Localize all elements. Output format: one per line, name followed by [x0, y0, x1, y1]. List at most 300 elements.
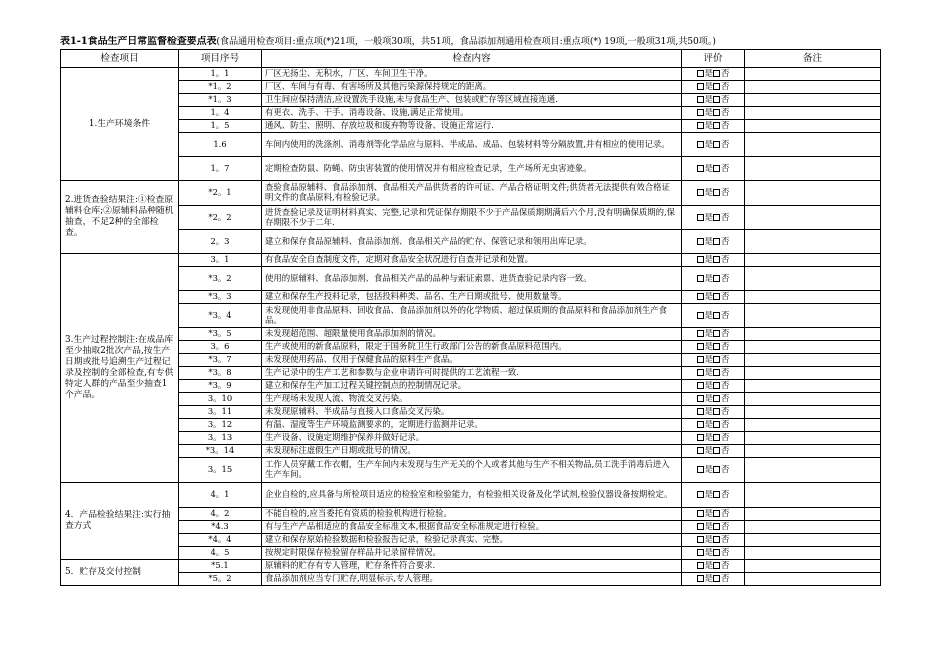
- table-row: [61, 432, 881, 445]
- eval-cell: [682, 547, 745, 560]
- table-row: [61, 328, 881, 341]
- no-checkbox[interactable]: [713, 491, 720, 498]
- content-cell: 生产设备、设施定期维护保养并做好记录。: [262, 432, 682, 445]
- yes-label: 是: [704, 235, 713, 246]
- remark-cell[interactable]: [745, 304, 881, 328]
- header-category: 检查项目: [61, 50, 179, 68]
- no-label: 否: [721, 406, 730, 417]
- no-label: 否: [721, 573, 730, 584]
- no-label: 否: [721, 211, 730, 222]
- remark-cell[interactable]: [745, 341, 881, 354]
- remark-cell[interactable]: [745, 157, 881, 181]
- no-checkbox[interactable]: [713, 343, 720, 350]
- no-label: 否: [721, 162, 730, 173]
- no-checkbox[interactable]: [713, 382, 720, 389]
- yes-checkbox[interactable]: [697, 369, 704, 376]
- category-cell: 4．产品检验结果注:实行抽查方式: [61, 483, 179, 560]
- table-title: [60, 36, 880, 49]
- no-label: 否: [721, 341, 730, 352]
- seq-cell: 2。3: [179, 230, 262, 254]
- yes-label: 是: [704, 341, 713, 352]
- table-row: [61, 354, 881, 367]
- table-row: [61, 230, 881, 254]
- table-row: [61, 68, 881, 81]
- remark-cell[interactable]: [745, 406, 881, 419]
- header-seq: 项目序号: [179, 50, 262, 68]
- table-row: [61, 419, 881, 432]
- content-cell: 建立和保存原始检验数据和检验报告记录，检验记录真实、完整。: [262, 534, 682, 547]
- remark-cell[interactable]: [745, 521, 881, 534]
- seq-cell: 3。15: [179, 458, 262, 483]
- content-cell: 未发现原辅料、半成品与直接入口食品交叉污染。: [262, 406, 682, 419]
- remark-cell[interactable]: [745, 291, 881, 304]
- content-cell: 生产现场未发现人流、物流交叉污染。: [262, 393, 682, 406]
- table-row: [61, 120, 881, 133]
- table-row: [61, 107, 881, 120]
- yes-checkbox[interactable]: [697, 293, 704, 300]
- header-eval: 评价: [682, 50, 745, 68]
- remark-cell[interactable]: [745, 560, 881, 573]
- no-label: 否: [721, 508, 730, 519]
- yes-checkbox[interactable]: [697, 562, 704, 569]
- table-row: [61, 560, 881, 573]
- yes-checkbox[interactable]: [697, 256, 704, 263]
- seq-cell: 3。1: [179, 254, 262, 267]
- no-checkbox[interactable]: [713, 523, 720, 530]
- yes-checkbox[interactable]: [697, 491, 704, 498]
- table-row: [61, 94, 881, 107]
- yes-checkbox[interactable]: [697, 343, 704, 350]
- eval-cell: [682, 181, 745, 206]
- content-cell: 建立和保存生产投料记录，包括投料种类、品名、生产日期或批号、使用数量等。: [262, 291, 682, 304]
- seq-cell: 3。12: [179, 419, 262, 432]
- table-row: [61, 547, 881, 560]
- content-cell: 按规定时限保存检验留存样品并记录留样情况。: [262, 547, 682, 560]
- no-checkbox[interactable]: [713, 369, 720, 376]
- eval-cell: [682, 304, 745, 328]
- no-label: 否: [721, 138, 730, 149]
- remark-cell[interactable]: [745, 380, 881, 393]
- seq-cell: 1。4: [179, 107, 262, 120]
- yes-label: 是: [704, 560, 713, 571]
- table-row: [61, 521, 881, 534]
- eval-cell: [682, 107, 745, 120]
- yes-checkbox[interactable]: [697, 356, 704, 363]
- content-cell: 食品添加剂应当专门贮存,明显标示,专人管理。: [262, 573, 682, 586]
- yes-checkbox[interactable]: [697, 275, 704, 282]
- yes-label: 是: [704, 521, 713, 532]
- no-label: 否: [721, 393, 730, 404]
- seq-cell: 1.6: [179, 133, 262, 157]
- yes-label: 是: [704, 309, 713, 320]
- no-checkbox[interactable]: [713, 434, 720, 441]
- seq-cell: 1。7: [179, 157, 262, 181]
- content-cell: 有更衣、洗手、干手、消毒设备、设施,满足正常使用。: [262, 107, 682, 120]
- no-label: 否: [721, 272, 730, 283]
- remark-cell[interactable]: [745, 432, 881, 445]
- content-cell: 企业自检的,应具备与所检项目适应的检验室和检验能力，有检验相关设备及化学试剂,检验仪器设备按期检定。: [262, 483, 682, 508]
- eval-cell: [682, 445, 745, 458]
- no-checkbox[interactable]: [713, 83, 720, 90]
- seq-cell: *1。2: [179, 81, 262, 94]
- eval-cell: [682, 328, 745, 341]
- table-row: [61, 508, 881, 521]
- remark-cell[interactable]: [745, 354, 881, 367]
- yes-checkbox[interactable]: [697, 109, 704, 116]
- yes-label: 是: [704, 211, 713, 222]
- yes-label: 是: [704, 354, 713, 365]
- seq-cell: 1。5: [179, 120, 262, 133]
- no-checkbox[interactable]: [713, 122, 720, 129]
- no-checkbox[interactable]: [713, 330, 720, 337]
- content-cell: 不能自检的,应当委托有资质的检验机构进行检验。: [262, 508, 682, 521]
- seq-cell: 3。6: [179, 341, 262, 354]
- seq-cell: *3。4: [179, 304, 262, 328]
- eval-cell: [682, 291, 745, 304]
- eval-cell: [682, 94, 745, 107]
- table-row: [61, 341, 881, 354]
- yes-checkbox[interactable]: [697, 382, 704, 389]
- yes-label: 是: [704, 254, 713, 265]
- no-label: 否: [721, 235, 730, 246]
- no-checkbox[interactable]: [713, 70, 720, 77]
- seq-cell: *2。1: [179, 181, 262, 206]
- seq-cell: *3。7: [179, 354, 262, 367]
- table-row: [61, 483, 881, 508]
- table-row: [61, 81, 881, 94]
- eval-cell: [682, 419, 745, 432]
- seq-cell: 4。2: [179, 508, 262, 521]
- content-cell: 建立和保存食品原辅料、食品添加剂、食品相关产品的贮存、保管记录和领用出库记录。: [262, 230, 682, 254]
- table-note: (食品通用检查项目:重点项(*)21项，一般项30项，共51项，食品添加剂通用检查项目:重点项(*) 19项,一般项31项,共50项。): [216, 36, 716, 47]
- header-remark: 备注: [745, 50, 881, 68]
- content-cell: 生产记录中的生产工艺和参数与企业申请许可时提供的工艺流程一致.: [262, 367, 682, 380]
- content-cell: 未发现使用药品、仅用于保健食品的原料生产食品。: [262, 354, 682, 367]
- yes-checkbox[interactable]: [697, 165, 704, 172]
- content-cell: 厂区无扬尘、无积水，厂区、车间卫生干净。: [262, 68, 682, 81]
- remark-cell[interactable]: [745, 547, 881, 560]
- no-checkbox[interactable]: [713, 165, 720, 172]
- eval-cell: [682, 458, 745, 483]
- no-label: 否: [721, 534, 730, 545]
- no-label: 否: [721, 187, 730, 198]
- yes-label: 是: [704, 291, 713, 302]
- remark-cell[interactable]: [745, 94, 881, 107]
- table-row: [61, 254, 881, 267]
- table-row: [61, 367, 881, 380]
- remark-cell[interactable]: [745, 458, 881, 483]
- content-cell: 查验食品原辅料、食品添加剂、食品相关产品供货者的许可证、产品合格证明文件;供货者无法提供有效合格证明文件的食品原料,有检验记录。: [262, 181, 682, 206]
- seq-cell: *4.3: [179, 521, 262, 534]
- no-checkbox[interactable]: [713, 256, 720, 263]
- no-checkbox[interactable]: [713, 109, 720, 116]
- content-cell: 进货查验记录及证明材料真实、完整,记录和凭证保存期限不少于产品保质期期满后六个月,没有明确保质期的,保存期限不少于二年.: [262, 206, 682, 230]
- yes-label: 是: [704, 445, 713, 456]
- no-label: 否: [721, 432, 730, 443]
- eval-cell: [682, 521, 745, 534]
- remark-cell[interactable]: [745, 181, 881, 206]
- eval-cell: [682, 230, 745, 254]
- yes-label: 是: [704, 406, 713, 417]
- table-row: [61, 133, 881, 157]
- seq-cell: *3。8: [179, 367, 262, 380]
- yes-checkbox[interactable]: [697, 466, 704, 473]
- seq-cell: 4。1: [179, 483, 262, 508]
- category-cell: 1.生产环境条件: [61, 68, 179, 181]
- eval-cell: [682, 354, 745, 367]
- table-row: [61, 445, 881, 458]
- inspection-table: [60, 49, 881, 586]
- no-label: 否: [721, 547, 730, 558]
- content-cell: 使用的原辅料、食品添加剂、食品相关产品的品种与索证索票、进货查验记录内容一致。: [262, 267, 682, 291]
- no-label: 否: [721, 521, 730, 532]
- yes-checkbox[interactable]: [697, 421, 704, 428]
- seq-cell: 4。5: [179, 547, 262, 560]
- yes-checkbox[interactable]: [697, 189, 704, 196]
- no-checkbox[interactable]: [713, 549, 720, 556]
- yes-label: 是: [704, 272, 713, 283]
- no-label: 否: [721, 94, 730, 105]
- no-checkbox[interactable]: [713, 510, 720, 517]
- no-checkbox[interactable]: [713, 96, 720, 103]
- yes-checkbox[interactable]: [697, 510, 704, 517]
- no-checkbox[interactable]: [713, 536, 720, 543]
- content-cell: 生产或使用的新食品原料，限定于国务院卫生行政部门公告的新食品原料范围内。: [262, 341, 682, 354]
- yes-label: 是: [704, 573, 713, 584]
- no-label: 否: [721, 107, 730, 118]
- remark-cell[interactable]: [745, 68, 881, 81]
- table-row: [61, 380, 881, 393]
- eval-cell: [682, 393, 745, 406]
- no-checkbox[interactable]: [713, 575, 720, 582]
- yes-label: 是: [704, 107, 713, 118]
- yes-checkbox[interactable]: [697, 330, 704, 337]
- remark-cell[interactable]: [745, 483, 881, 508]
- yes-checkbox[interactable]: [697, 70, 704, 77]
- eval-cell: [682, 534, 745, 547]
- table-row: [61, 267, 881, 291]
- no-label: 否: [721, 120, 730, 131]
- no-checkbox[interactable]: [713, 447, 720, 454]
- no-checkbox[interactable]: [713, 214, 720, 221]
- remark-cell[interactable]: [745, 573, 881, 586]
- eval-cell: [682, 573, 745, 586]
- content-cell: 定期检查防鼠、防蝇、防虫害装置的使用情况并有相应检查记录，生产场所无虫害迹象。: [262, 157, 682, 181]
- eval-cell: [682, 508, 745, 521]
- remark-cell[interactable]: [745, 107, 881, 120]
- eval-cell: [682, 406, 745, 419]
- no-checkbox[interactable]: [713, 395, 720, 402]
- table-name: 食品生产日常监督检查要点表: [87, 36, 217, 47]
- seq-cell: *1。3: [179, 94, 262, 107]
- yes-label: 是: [704, 94, 713, 105]
- category-cell: 3.生产过程控制注:在成品库至少抽取2批次产品,按生产日期或批号追溯生产过程记录及控制的全部检查,有专供特定人群的产品至少抽查1个产品。: [61, 254, 179, 483]
- yes-checkbox[interactable]: [697, 549, 704, 556]
- no-label: 否: [721, 309, 730, 320]
- eval-cell: [682, 432, 745, 445]
- remark-cell[interactable]: [745, 367, 881, 380]
- no-label: 否: [721, 354, 730, 365]
- yes-label: 是: [704, 120, 713, 131]
- yes-label: 是: [704, 81, 713, 92]
- content-cell: 厂区、车间与有毒、有害场所及其他污染源保持规定的距离。: [262, 81, 682, 94]
- eval-cell: [682, 120, 745, 133]
- no-checkbox[interactable]: [713, 466, 720, 473]
- no-checkbox[interactable]: [713, 275, 720, 282]
- table-row: [61, 291, 881, 304]
- remark-cell[interactable]: [745, 419, 881, 432]
- yes-label: 是: [704, 547, 713, 558]
- yes-checkbox[interactable]: [697, 141, 704, 148]
- content-cell: 卫生间应保持清洁,应设置洗手设施,未与食品生产、包装或贮存等区域直接连通.: [262, 94, 682, 107]
- seq-cell: *5。2: [179, 573, 262, 586]
- seq-cell: 3。11: [179, 406, 262, 419]
- seq-cell: *3。9: [179, 380, 262, 393]
- table-body: [61, 68, 881, 586]
- no-checkbox[interactable]: [713, 408, 720, 415]
- no-label: 否: [721, 445, 730, 456]
- yes-checkbox[interactable]: [697, 536, 704, 543]
- yes-checkbox[interactable]: [697, 312, 704, 319]
- yes-label: 是: [704, 464, 713, 475]
- yes-label: 是: [704, 187, 713, 198]
- remark-cell[interactable]: [745, 445, 881, 458]
- yes-checkbox[interactable]: [697, 523, 704, 530]
- content-cell: 建立和保存生产加工过程关键控制点的控制情况记录。: [262, 380, 682, 393]
- yes-label: 是: [704, 328, 713, 339]
- seq-cell: *4。4: [179, 534, 262, 547]
- remark-cell[interactable]: [745, 267, 881, 291]
- no-label: 否: [721, 367, 730, 378]
- seq-cell: *2。2: [179, 206, 262, 230]
- content-cell: 未发现使用非食品原料、回收食品、食品添加剂以外的化学物质、超过保质期的食品原料和食品添加剂生产食品。: [262, 304, 682, 328]
- no-label: 否: [721, 560, 730, 571]
- no-checkbox[interactable]: [713, 421, 720, 428]
- yes-label: 是: [704, 419, 713, 430]
- category-cell: 2.进货查验结果注:①检查原辅料仓库;②原辅料品种随机抽查，不足2种的全部检查。: [61, 181, 179, 254]
- no-label: 否: [721, 254, 730, 265]
- no-checkbox[interactable]: [713, 141, 720, 148]
- content-cell: 未发现标注虚假生产日期或批号的情况。: [262, 445, 682, 458]
- no-label: 否: [721, 489, 730, 500]
- yes-checkbox[interactable]: [697, 122, 704, 129]
- remark-cell[interactable]: [745, 120, 881, 133]
- content-cell: 有温、湿度等生产环境监测要求的，定期进行监测并记录。: [262, 419, 682, 432]
- eval-cell: [682, 267, 745, 291]
- no-label: 否: [721, 419, 730, 430]
- yes-label: 是: [704, 380, 713, 391]
- yes-checkbox[interactable]: [697, 96, 704, 103]
- no-label: 否: [721, 464, 730, 475]
- yes-checkbox[interactable]: [697, 447, 704, 454]
- remark-cell[interactable]: [745, 230, 881, 254]
- no-checkbox[interactable]: [713, 312, 720, 319]
- table-row: [61, 458, 881, 483]
- eval-cell: [682, 560, 745, 573]
- table-row: [61, 157, 881, 181]
- remark-cell[interactable]: [745, 393, 881, 406]
- category-cell: 5．贮存及交付控制: [61, 560, 179, 586]
- yes-label: 是: [704, 432, 713, 443]
- no-label: 否: [721, 328, 730, 339]
- eval-cell: [682, 206, 745, 230]
- table-row: [61, 304, 881, 328]
- yes-checkbox[interactable]: [697, 575, 704, 582]
- yes-checkbox[interactable]: [697, 214, 704, 221]
- no-checkbox[interactable]: [713, 189, 720, 196]
- remark-cell[interactable]: [745, 534, 881, 547]
- no-label: 否: [721, 68, 730, 79]
- header-row: [61, 50, 881, 68]
- document-page: [60, 36, 880, 586]
- remark-cell[interactable]: [745, 328, 881, 341]
- eval-cell: [682, 133, 745, 157]
- eval-cell: [682, 81, 745, 94]
- remark-cell[interactable]: [745, 133, 881, 157]
- eval-cell: [682, 68, 745, 81]
- yes-checkbox[interactable]: [697, 395, 704, 402]
- seq-cell: *5.1: [179, 560, 262, 573]
- table-row: [61, 206, 881, 230]
- table-row: [61, 406, 881, 419]
- eval-cell: [682, 254, 745, 267]
- yes-checkbox[interactable]: [697, 408, 704, 415]
- no-label: 否: [721, 380, 730, 391]
- yes-label: 是: [704, 393, 713, 404]
- seq-cell: 1。1: [179, 68, 262, 81]
- table-row: [61, 534, 881, 547]
- yes-label: 是: [704, 68, 713, 79]
- no-checkbox[interactable]: [713, 238, 720, 245]
- eval-cell: [682, 483, 745, 508]
- yes-label: 是: [704, 508, 713, 519]
- remark-cell[interactable]: [745, 508, 881, 521]
- no-checkbox[interactable]: [713, 293, 720, 300]
- table-number: 表1-1: [60, 36, 88, 47]
- yes-label: 是: [704, 162, 713, 173]
- content-cell: 未发现超范围、超限量使用食品添加剂的情况。: [262, 328, 682, 341]
- yes-checkbox[interactable]: [697, 434, 704, 441]
- eval-cell: [682, 157, 745, 181]
- no-label: 否: [721, 81, 730, 92]
- yes-checkbox[interactable]: [697, 238, 704, 245]
- no-checkbox[interactable]: [713, 356, 720, 363]
- seq-cell: *3。14: [179, 445, 262, 458]
- yes-label: 是: [704, 367, 713, 378]
- content-cell: 通风、防尘、照明、存放垃圾和废弃物等设备、设施正常运行.: [262, 120, 682, 133]
- seq-cell: 3。13: [179, 432, 262, 445]
- yes-label: 是: [704, 489, 713, 500]
- eval-cell: [682, 367, 745, 380]
- remark-cell[interactable]: [745, 81, 881, 94]
- content-cell: 原辅料的贮存有专人管理，贮存条件符合要求.: [262, 560, 682, 573]
- yes-checkbox[interactable]: [697, 83, 704, 90]
- content-cell: 有与生产产品相适应的食品安全标准文本,根据食品安全标准规定进行检验。: [262, 521, 682, 534]
- table-row: [61, 393, 881, 406]
- seq-cell: *3。2: [179, 267, 262, 291]
- yes-label: 是: [704, 534, 713, 545]
- seq-cell: *3。5: [179, 328, 262, 341]
- table-row: [61, 573, 881, 586]
- no-label: 否: [721, 291, 730, 302]
- eval-cell: [682, 341, 745, 354]
- no-checkbox[interactable]: [713, 562, 720, 569]
- table-row: [61, 181, 881, 206]
- yes-label: 是: [704, 138, 713, 149]
- remark-cell[interactable]: [745, 254, 881, 267]
- remark-cell[interactable]: [745, 206, 881, 230]
- content-cell: 有食品安全自查制度文件，定期对食品安全状况进行自查并记录和处置。: [262, 254, 682, 267]
